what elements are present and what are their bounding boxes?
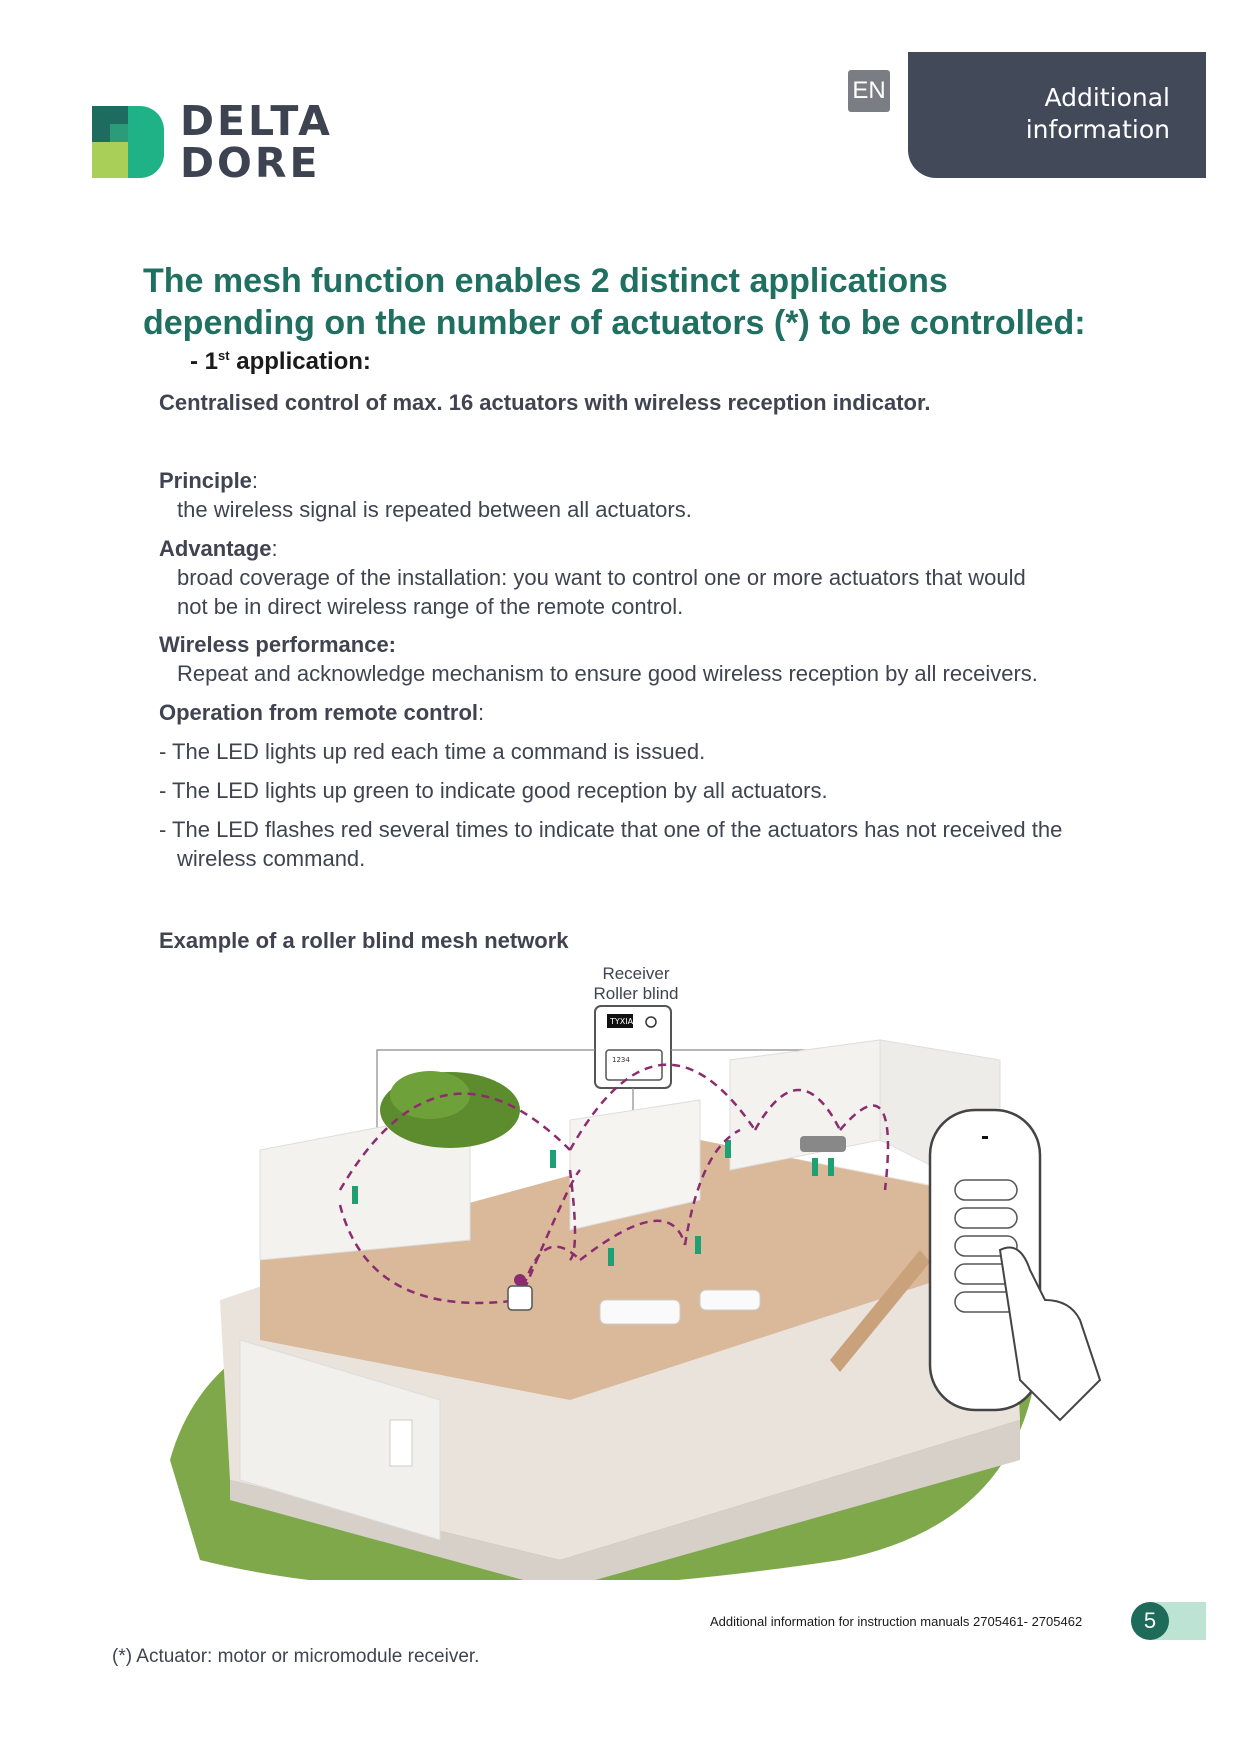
- application-prefix: - 1: [190, 348, 219, 375]
- mesh-network-illustration: [140, 1000, 1150, 1580]
- principle-block: Principle: the wireless signal is repeated between all actuators.: [159, 466, 1139, 524]
- page-number: 5: [1131, 1602, 1169, 1640]
- performance-block: [159, 630, 1139, 688]
- footer-note: Additional information for instruction manuals 2705461- 2705462: [710, 1614, 1083, 1629]
- delta-dore-logo-icon: [92, 106, 164, 178]
- performance-label: Wireless performance:: [159, 632, 397, 657]
- section-tab: [908, 52, 1206, 178]
- application-suffix: application:: [229, 348, 371, 375]
- section-tab-line-2: information: [1025, 115, 1170, 144]
- tree-icon: [380, 1071, 520, 1148]
- operation-item-1: - The LED lights up red each time a command is issued.: [159, 739, 706, 764]
- advantage-block: Advantage: broad coverage of the installation: you want to control one or more actuators that would not be in direct wireless range of the remote control.: [159, 534, 1139, 621]
- device-code: 1234: [612, 1056, 630, 1064]
- application-sup: st: [218, 348, 230, 363]
- principle-text: the wireless signal is repeated between all actuators.: [177, 497, 692, 522]
- operation-item-2: - The LED lights up green to indicate good reception by all actuators.: [159, 778, 828, 803]
- lead-text: Centralised control of max. 16 actuators with wireless reception indicator.: [159, 390, 931, 415]
- brand-line-2: DORE: [180, 139, 321, 187]
- operation-item-3-line-2: wireless command.: [177, 846, 366, 871]
- operation-item-3-line-1: - The LED flashes red several times to indicate that one of the actuators has not received the: [159, 817, 1063, 842]
- advantage-text-line-2: not be in direct wireless range of the remote control.: [177, 594, 684, 619]
- remote-control-icon: [930, 1110, 1100, 1420]
- receiver-label-line-1: Receiver: [602, 964, 670, 983]
- receiver-label: [586, 964, 686, 1004]
- brand-wordmark: [180, 97, 333, 187]
- section-tab-line-1: Additional: [1044, 83, 1170, 112]
- advantage-text-line-1: broad coverage of the installation: you want to control one or more actuators that would: [177, 565, 1026, 590]
- page-title-line-2: depending on the number of actuators (*) to be controlled:: [143, 304, 1086, 342]
- footnote: (*) Actuator: motor or micromodule receiver.: [112, 1646, 480, 1667]
- principle-label: Principle: [159, 468, 252, 493]
- example-title: Example of a roller blind mesh network: [159, 928, 569, 953]
- language-badge: EN: [848, 70, 890, 112]
- operation-block: Operation from remote control: - The LED lights up red each time a command is issued. - The LED lights up green to indicate good reception by all actuators. - The LED flashes red several times to indicate that one of the actuators has not received the wireless command.: [159, 698, 1139, 873]
- brand-line-1: DELTA: [180, 97, 333, 145]
- receiver-label-line-2: Roller blind: [593, 984, 679, 1003]
- operation-label: Operation from remote control: [159, 700, 479, 725]
- advantage-label: Advantage: [159, 536, 272, 561]
- performance-text: Repeat and acknowledge mechanism to ensure good wireless reception by all receivers.: [177, 661, 1038, 686]
- device-brand: TYXIA: [610, 1017, 634, 1026]
- application-heading: [190, 348, 371, 376]
- page-title: [143, 260, 1143, 344]
- page-title-line-1: The mesh function enables 2 distinct applications: [143, 262, 948, 300]
